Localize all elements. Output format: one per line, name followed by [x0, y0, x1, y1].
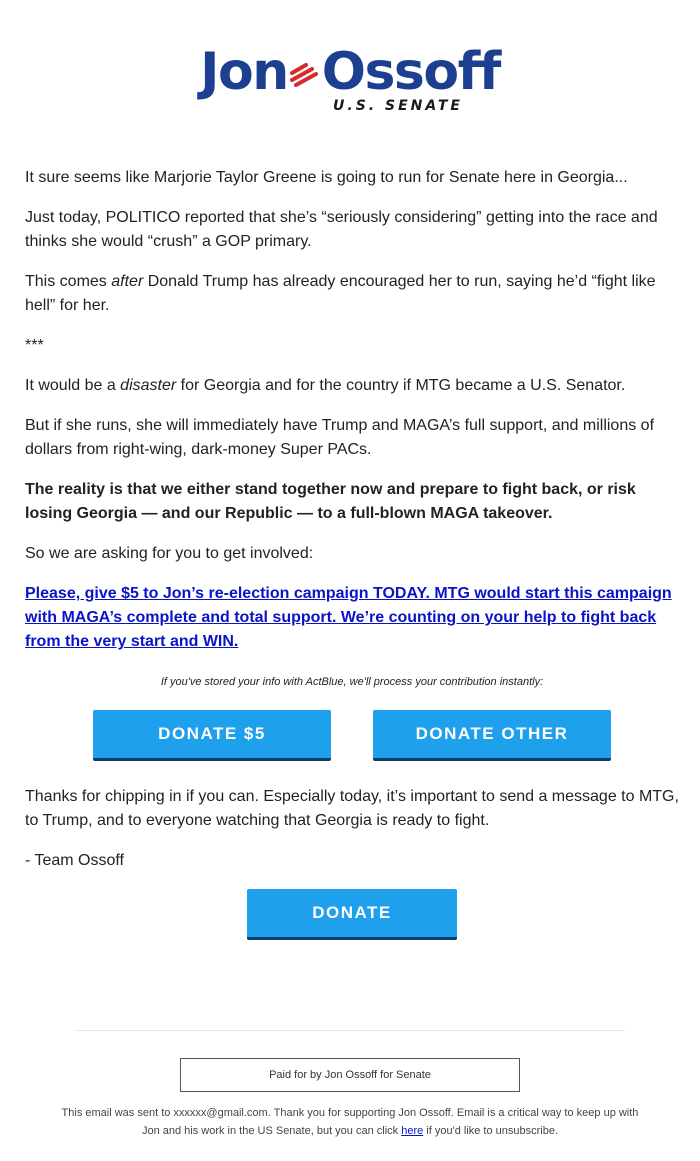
donate-link[interactable]: Please, give $5 to Jon’s re-election campaign TODAY. MTG would start this campaign with MAGA’s complete and total support. We’re counting on your help to fight back from the very start and WIN. [25, 585, 672, 650]
flag-stripes-icon [290, 57, 320, 91]
paragraph-text: for Georgia and for the country if MTG became a U.S. Senator. [176, 377, 626, 394]
paragraph-ask: So we are asking for you to get involved: [25, 545, 314, 562]
donate-button[interactable]: DONATE [247, 889, 457, 940]
email-body [25, 166, 679, 940]
paragraph-text: This comes [25, 273, 112, 290]
logo-subtitle: U.S. SENATE [333, 98, 463, 114]
donate-button-row [25, 710, 679, 761]
footer-text-after: if you'd like to unsubscribe. [423, 1125, 559, 1137]
donate-other-button[interactable]: DONATE OTHER [373, 710, 611, 761]
separator: *** [25, 337, 44, 354]
paragraph-thanks: Thanks for chipping in if you can. Especially today, it’s important to send a message to MTG, to Trump, and to everyone watching that Georgia is ready to fight. [25, 788, 679, 829]
footer-text [60, 1104, 640, 1140]
footer-text-before: This email was sent to xxxxxx@gmail.com. Thank you for supporting Jon Ossoff. Email is a critical way to keep up with Jon and his work in the US Senate, but you can click [61, 1107, 639, 1137]
paragraph-reality: The reality is that we either stand together now and prepare to fight back, or risk losing Georgia — and our Republic — to a full-blown MAGA takeover. [25, 481, 636, 522]
paragraph-support: But if she runs, she will immediately have Trump and MAGA’s full support, and millions of dollars from right-wing, dark-money Super PACs. [25, 417, 655, 458]
donate-button-wrap [25, 889, 679, 940]
paragraph-intro: It sure seems like Marjorie Taylor Greene is going to run for Senate here in Georgia... [25, 169, 628, 186]
unsubscribe-link[interactable]: here [401, 1125, 424, 1137]
logo-wordmark [200, 44, 500, 100]
paragraph-politico: Just today, POLITICO reported that she’s “seriously considering” getting into the race and thinks she would “crush” a GOP primary. [25, 209, 658, 250]
actblue-note: If you've stored your info with ActBlue, we'll process your contribution instantly: [160, 676, 544, 688]
emphasis-text: after [111, 273, 144, 290]
emphasis-text: disaster [120, 377, 177, 394]
paragraph-text: Donald Trump has already encouraged her to run, saying he’d “fight like hell” for her. [25, 273, 656, 314]
footer-divider [75, 1030, 625, 1031]
paid-for-disclaimer: Paid for by Jon Ossoff for Senate [180, 1058, 520, 1092]
donate-5-button[interactable]: DONATE $5 [93, 710, 331, 761]
paragraph-trump [25, 270, 679, 318]
logo-first-name: Jon [200, 42, 288, 102]
logo-last-name: Ossoff [321, 42, 500, 102]
signoff: - Team Ossoff [25, 852, 124, 869]
paragraph-disaster [25, 374, 679, 398]
logo [0, 44, 700, 114]
paragraph-text: It would be a [25, 377, 121, 394]
